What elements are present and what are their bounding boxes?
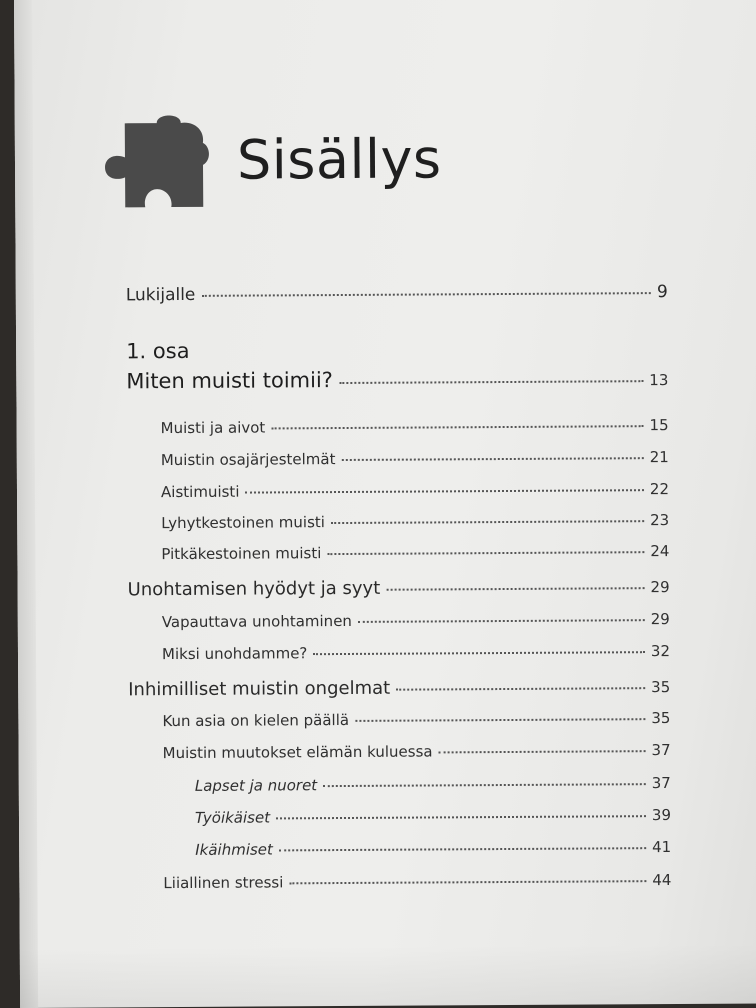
toc-subentry: [161, 542, 669, 563]
toc-entry-label: Liiallinen stressi: [163, 873, 284, 893]
toc-subsubentry: [195, 838, 671, 859]
toc-entry-label: Ikäihmiset: [195, 840, 273, 859]
page-shadow: [20, 943, 756, 1008]
dot-leader: [327, 551, 644, 555]
dot-leader: [386, 587, 644, 591]
toc-entry-label: Lapset ja nuoret: [194, 776, 318, 795]
toc-entry-page: 9: [656, 282, 668, 303]
toc-entry-label: Miten muisti toimii?: [126, 368, 333, 394]
toc-entry-page: 22: [649, 480, 670, 499]
toc-subentry: [162, 642, 670, 663]
book-page: [14, 0, 756, 1008]
toc-subentry: [161, 480, 669, 501]
toc-entry-label: Aistimuisti: [160, 482, 240, 502]
dot-leader: [396, 687, 645, 691]
toc-entry-page: 44: [652, 871, 672, 890]
toc-entry-label: Inhimilliset muistin ongelmat: [128, 677, 391, 701]
toc-entry-label: Muisti ja aivot: [160, 418, 266, 438]
page-title: Sisällys: [236, 127, 442, 192]
dot-leader: [341, 457, 643, 461]
toc-subentry: [161, 416, 669, 437]
toc-entry-page: 35: [651, 678, 671, 697]
puzzle-piece-icon: [103, 111, 224, 212]
dot-leader: [331, 520, 644, 524]
dot-leader: [323, 783, 646, 787]
toc-entry-page: 23: [650, 511, 670, 530]
toc-entry-part1: [126, 366, 668, 393]
toc-entry-chapter: [128, 576, 670, 600]
dot-leader: [358, 619, 645, 623]
toc-entry-label: Työikäiset: [194, 808, 271, 827]
toc-subentry: [163, 741, 671, 762]
toc-entry-page: 35: [651, 709, 671, 728]
toc-entry-page: 24: [650, 542, 670, 561]
dot-leader: [245, 489, 643, 493]
dot-leader: [289, 880, 646, 884]
dot-leader: [439, 750, 646, 753]
toc-entry-label: Miksi unohdamme?: [161, 644, 308, 664]
dot-leader: [276, 815, 646, 819]
dot-leader: [355, 718, 645, 722]
toc-entry-page: 29: [650, 610, 670, 629]
toc-entry-intro: [126, 282, 668, 305]
toc-subsubentry: [195, 774, 671, 795]
toc-entry-chapter: [128, 676, 670, 700]
toc-entry-label: Lukijalle: [125, 284, 196, 306]
toc-entry-page: 41: [652, 838, 672, 857]
toc-entry-page: 37: [651, 741, 671, 760]
part-label: 1. osa: [126, 338, 190, 364]
toc-entry-label: Vapauttava unohtaminen: [161, 611, 352, 632]
toc-entry-page: 15: [649, 416, 669, 435]
toc-subsubentry: [195, 806, 671, 827]
dot-leader: [339, 380, 643, 384]
toc-entry-label: Lyhytkestoinen muisti: [161, 513, 325, 533]
toc-entry-page: 37: [651, 774, 671, 793]
toc-entry-label: Unohtamisen hyödyt ja syyt: [127, 577, 381, 601]
dot-leader: [279, 847, 646, 851]
toc-entry-label: Kun asia on kielen päällä: [162, 710, 350, 731]
toc-entry-page: 32: [650, 642, 671, 661]
dot-leader: [313, 651, 645, 655]
page-edge: [14, 0, 38, 1008]
toc-entry-label: Pitkäkestoinen muisti: [161, 544, 322, 564]
toc-entry-page: 13: [649, 371, 669, 390]
toc-subentry: [163, 871, 671, 892]
toc-subentry: [161, 448, 669, 469]
toc-entry-page: 29: [650, 578, 670, 597]
toc-subentry: [162, 709, 670, 730]
dot-leader: [271, 425, 643, 429]
toc-subentry: [162, 610, 670, 631]
toc-entry-page: 39: [651, 806, 672, 825]
toc-entry-page: 21: [649, 448, 669, 467]
toc-subentry: [161, 511, 669, 532]
toc-entry-label: Muistin osajärjestelmät: [160, 450, 336, 470]
dot-leader: [201, 292, 651, 297]
toc-entry-label: Muistin muutokset elämän kuluessa: [162, 742, 433, 763]
